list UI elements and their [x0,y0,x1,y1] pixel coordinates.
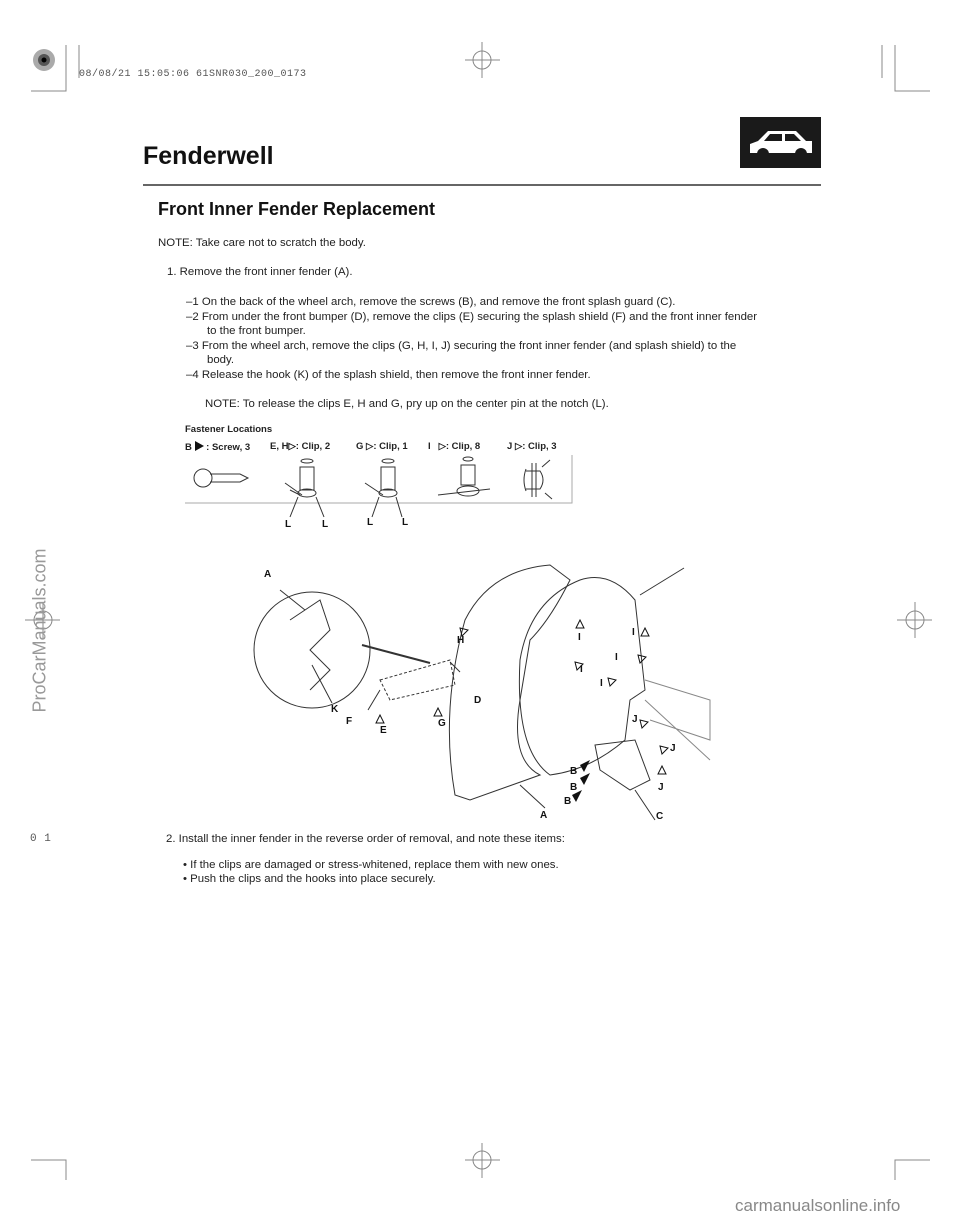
fender-exploded-diagram [250,560,720,830]
outline-triangle-icon: ▷ [438,441,446,452]
fastener-heading: Fastener Locations [185,424,273,435]
callout-k: K [331,704,339,715]
callout-b: B [564,796,572,807]
note-scratch: NOTE: Take care not to scratch the body. [158,237,366,249]
callout-b: B [570,766,578,777]
substep-1: –1 On the back of the wheel arch, remove the screws (B), and remove the front splash guard (C). [186,296,676,308]
fastener-illustrations [180,455,580,535]
notch-label: L [285,519,292,530]
outline-triangle-icon: ▷ [288,441,296,452]
callout-i: I [580,664,583,675]
callout-g: G [438,718,446,729]
callout-e: E [380,725,387,736]
bottom-watermark: carmanualsonline.info [735,1196,901,1215]
hook-detail-circle [254,592,370,708]
clip-eh-icon [285,459,316,497]
callout-j: J [670,743,676,754]
screw-icon [194,469,248,487]
callout-h: H [457,635,465,646]
fastener-b: B : Screw, 3 [185,442,251,453]
bullet-1: • If the clips are damaged or stress-whitened, replace them with new ones. [183,859,559,871]
substep-3-cont: body. [207,354,235,366]
fastener-j: J ▷: Clip, 3 [507,441,557,452]
outline-triangle-icon: ▷ [366,441,374,452]
fastener-i: I ▷: Clip, 8 [428,441,481,452]
substep-2: –2 From under the front bumper (D), remove the clips (E) securing the splash shield (F) and the front inner fender [186,311,758,323]
page-title: Fenderwell [143,142,274,170]
side-watermark: ProCarManuals.com [29,548,50,713]
callout-j: J [658,782,664,793]
callout-d: D [474,695,482,706]
notch-label: L [322,519,329,530]
clip-i-icon [438,457,490,496]
splash-shield [380,660,455,700]
callout-i: I [615,652,618,663]
notch-label: L [367,517,374,528]
clip-j-icon [524,460,552,499]
inner-fender-rear [449,565,570,800]
notch-label: L [402,517,409,528]
callout-i: I [632,627,635,638]
callout-i: I [578,632,581,643]
callout-j: J [632,714,638,725]
splash-guard [595,740,650,790]
clip-markers [376,620,668,774]
page-marker: 0 1 [30,833,52,845]
substep-2-cont: to the front bumper. [207,325,306,337]
note-clips: NOTE: To release the clips E, H and G, pry up on the center pin at the notch (L). [205,398,609,410]
callout-a: A [264,569,272,580]
callout-f: F [346,716,353,727]
callout-b: B [570,782,578,793]
substep-4: –4 Release the hook (K) of the splash shield, then remove the front inner fender. [186,369,591,381]
inner-fender-front [519,578,645,776]
print-stamp: 08/08/21 15:05:06 61SNR030_200_0173 [79,69,307,80]
callout-i: I [600,678,603,689]
clip-g-icon [365,459,397,497]
callout-a: A [540,810,548,821]
callout-c: C [656,811,664,822]
fastener-eh: E, H▷: Clip, 2 [270,441,331,452]
substep-3: –3 From the wheel arch, remove the clips (G, H, I, J) securing the front inner fender (and splash shield) to the [186,340,737,352]
filled-triangle-icon [195,441,204,451]
bullet-2: • Push the clips and the hooks into place securely. [183,873,436,885]
fastener-g: G ▷: Clip, 1 [356,441,408,452]
section-title: Front Inner Fender Replacement [158,199,436,219]
step-2: 2. Install the inner fender in the reverse order of removal, and note these items: [166,833,565,845]
outline-triangle-icon: ▷ [514,441,523,452]
step-1: 1. Remove the front inner fender (A). [167,266,353,278]
car-body-icon [740,117,821,168]
